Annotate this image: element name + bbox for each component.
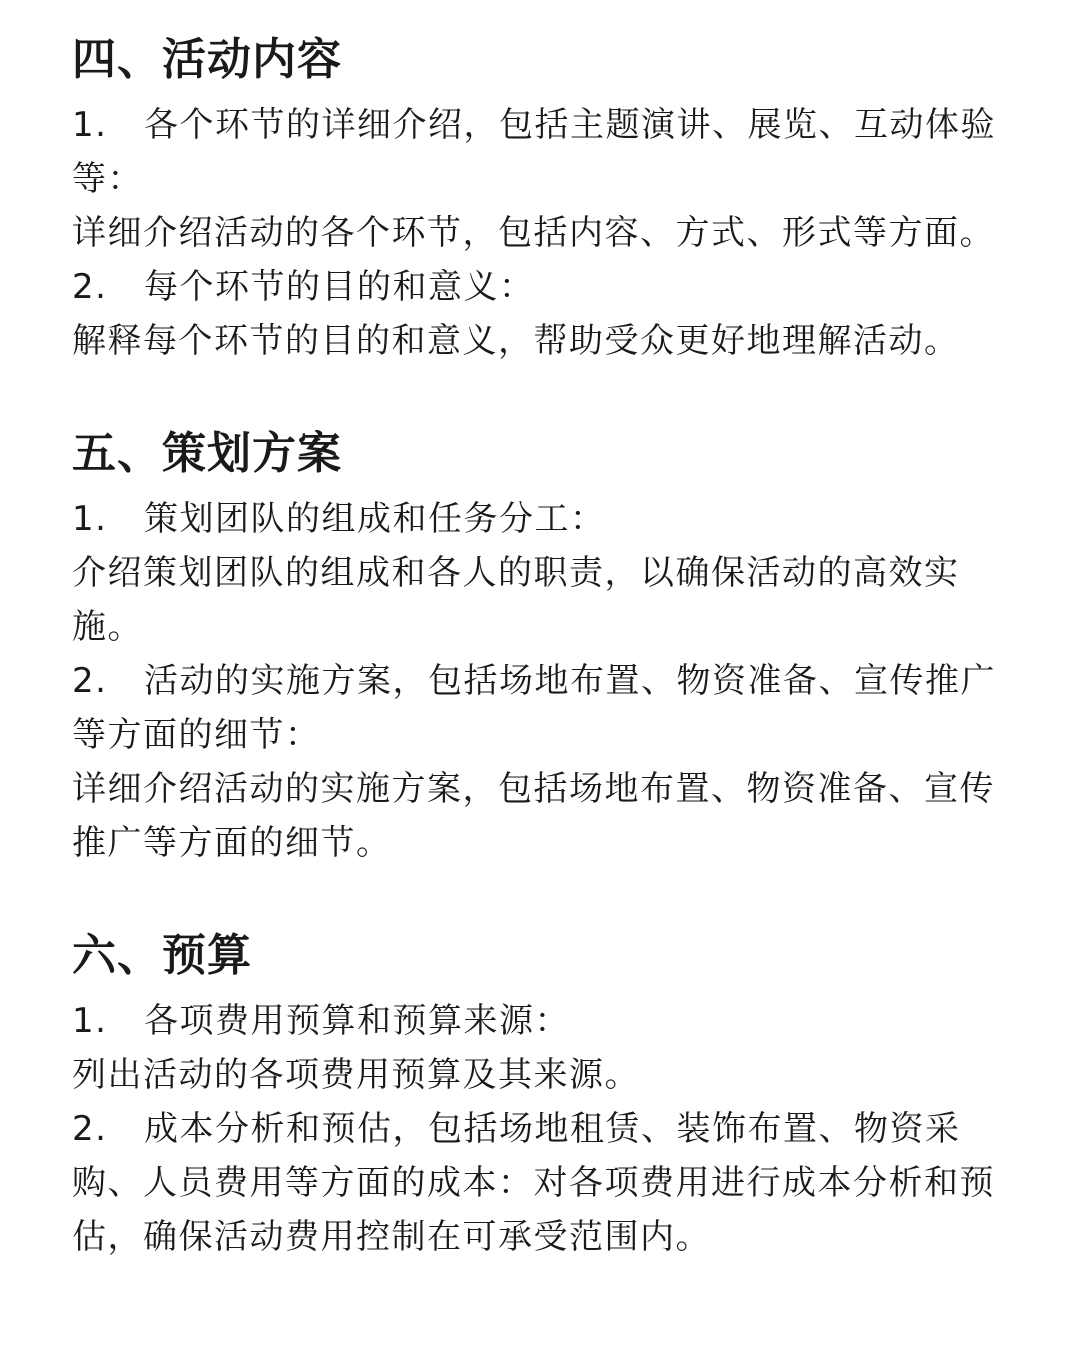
item-text: 成本分析和预估，包括场地租赁、装饰布置、物资采购、人员费用等方面的成本：对各项费用进行成本分析和预估，确保活动费用控制在可承受范围内。	[72, 1109, 995, 1257]
item-number: 1.	[72, 499, 108, 539]
numbered-item	[72, 492, 1012, 546]
numbered-item	[72, 994, 1012, 1048]
item-number: 2.	[72, 1109, 108, 1149]
section-budget	[72, 918, 1012, 1264]
item-text: 各项费用预算和预算来源：	[144, 1001, 570, 1041]
section-heading: 五、策划方案	[72, 428, 342, 479]
section-activity-content	[72, 22, 1012, 368]
paragraph: 详细介绍活动的各个环节，包括内容、方式、形式等方面。	[72, 213, 995, 253]
item-text: 每个环节的目的和意义：	[144, 267, 535, 307]
item-text: 各个环节的详细介绍，包括主题演讲、展览、互动体验等：	[72, 105, 996, 199]
paragraph: 列出活动的各项费用预算及其来源。	[72, 1055, 640, 1095]
section-heading: 六、预算	[72, 930, 252, 981]
section-plan	[72, 416, 1012, 870]
item-text: 策划团队的组成和任务分工：	[144, 499, 606, 539]
item-number: 2.	[72, 661, 108, 701]
item-number: 1.	[72, 105, 108, 145]
numbered-item	[72, 98, 1012, 206]
paragraph: 解释每个环节的目的和意义，帮助受众更好地理解活动。	[72, 321, 960, 361]
numbered-item	[72, 260, 1012, 314]
item-text: 活动的实施方案，包括场地布置、物资准备、宣传推广等方面的细节：	[72, 661, 996, 755]
document-body	[72, 22, 1012, 1264]
numbered-item	[72, 654, 1012, 762]
section-heading: 四、活动内容	[72, 34, 342, 85]
paragraph: 详细介绍活动的实施方案，包括场地布置、物资准备、宣传推广等方面的细节。	[72, 769, 995, 863]
item-number: 2.	[72, 267, 108, 307]
paragraph: 介绍策划团队的组成和各人的职责，以确保活动的高效实施。	[72, 553, 960, 647]
numbered-item	[72, 1102, 1012, 1264]
item-number: 1.	[72, 1001, 108, 1041]
